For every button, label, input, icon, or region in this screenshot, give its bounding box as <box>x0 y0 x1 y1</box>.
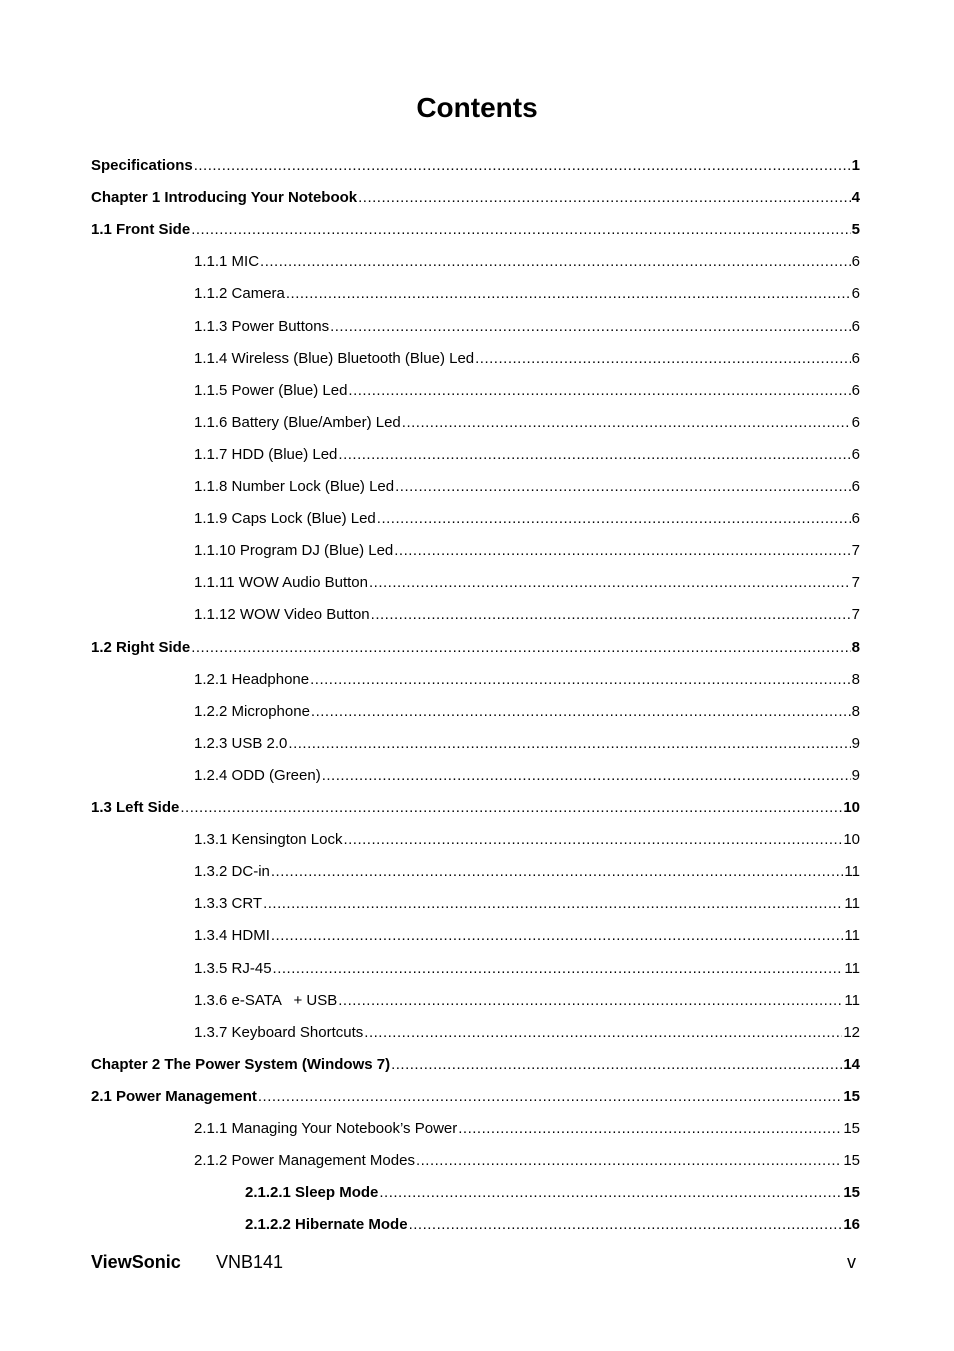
toc-entry-page: 12 <box>843 1024 860 1041</box>
toc-entry-label: 1.1 Front Side <box>91 221 191 238</box>
toc-dot-leader <box>180 798 842 818</box>
toc-entry[interactable] <box>194 1151 860 1171</box>
toc-dot-leader <box>458 1119 842 1139</box>
toc-entry[interactable] <box>91 188 860 208</box>
toc-entry-page: 8 <box>851 639 860 656</box>
toc-entry-label: 1.1.7 HDD (Blue) Led <box>194 446 338 463</box>
toc-dot-leader <box>402 413 851 433</box>
toc-entry[interactable] <box>194 862 860 882</box>
toc-entry[interactable] <box>194 477 860 497</box>
toc-entry-page: 6 <box>851 510 860 527</box>
toc-entry[interactable] <box>194 605 860 625</box>
toc-entry-label: 1.3.7 Keyboard Shortcuts <box>194 1024 364 1041</box>
toc-dot-leader <box>271 862 844 882</box>
toc-entry-label: 2.1.2.1 Sleep Mode <box>245 1184 379 1201</box>
toc-entry-label: Chapter 2 The Power System (Windows 7) <box>91 1056 391 1073</box>
toc-entry-label: 2.1 Power Management <box>91 1088 257 1105</box>
toc-dot-leader <box>394 541 850 561</box>
toc-entry-page: 15 <box>843 1184 860 1201</box>
toc-entry-label: 1.2.1 Headphone <box>194 671 310 688</box>
footer-model: VNB141 <box>216 1252 284 1272</box>
toc-entry[interactable] <box>91 1087 860 1107</box>
toc-entry[interactable] <box>194 284 860 304</box>
toc-dot-leader <box>330 317 851 337</box>
toc-entry[interactable] <box>194 734 860 754</box>
toc-entry[interactable] <box>194 349 860 369</box>
toc-dot-leader <box>358 188 851 208</box>
toc-entry-label: 1.3.3 CRT <box>194 895 263 912</box>
toc-entry[interactable] <box>194 573 860 593</box>
toc-entry-page: 16 <box>843 1216 860 1233</box>
toc-dot-leader <box>338 991 843 1011</box>
toc-entry-label: 1.1.10 Program DJ (Blue) Led <box>194 542 394 559</box>
toc-entry-label: 1.3.5 RJ-45 <box>194 960 272 977</box>
toc-entry-label: 1.1.2 Camera <box>194 285 285 302</box>
toc-entry-page: 6 <box>851 446 860 463</box>
toc-entry-page: 11 <box>844 992 860 1009</box>
toc-entry-label: 1.3.4 HDMI <box>194 927 270 944</box>
toc-dot-leader <box>475 349 851 369</box>
toc-dot-leader <box>322 766 851 786</box>
toc-entry[interactable] <box>194 959 860 979</box>
toc-dot-leader <box>263 894 843 914</box>
footer-page-number: v <box>847 1252 856 1272</box>
toc-dot-leader <box>194 156 851 176</box>
toc-dot-leader <box>395 477 851 497</box>
toc-entry[interactable] <box>194 702 860 722</box>
toc-entry-label: 2.1.2 Power Management Modes <box>194 1152 415 1169</box>
toc-entry[interactable] <box>194 1119 860 1139</box>
toc-entry[interactable] <box>194 830 860 850</box>
toc-entry[interactable] <box>91 798 860 818</box>
toc-dot-leader <box>364 1023 842 1043</box>
toc-entry-label: 1.3.2 DC-in <box>194 863 270 880</box>
toc-entry-page: 14 <box>843 1056 860 1073</box>
toc-entry-page: 9 <box>851 735 860 752</box>
toc-entry-label: 1.3 Left Side <box>91 799 180 816</box>
toc-entry-label: 1.1.5 Power (Blue) Led <box>194 382 348 399</box>
toc-entry-page: 10 <box>843 799 860 816</box>
toc-entry[interactable] <box>194 317 860 337</box>
toc-entry-page: 1 <box>851 157 860 174</box>
toc-entry-label: 1.3.1 Kensington Lock <box>194 831 343 848</box>
toc-entry-label: 1.1.6 Battery (Blue/Amber) Led <box>194 414 401 431</box>
toc-entry-label: 1.2 Right Side <box>91 639 191 656</box>
toc-entry-page: 6 <box>851 414 860 431</box>
toc-entry-page: 10 <box>843 831 860 848</box>
toc-entry-page: 11 <box>844 960 860 977</box>
toc-dot-leader <box>371 605 851 625</box>
toc-entry[interactable] <box>194 670 860 690</box>
toc-dot-leader <box>338 445 850 465</box>
toc-entry[interactable] <box>91 1055 860 1075</box>
toc-entry[interactable] <box>194 381 860 401</box>
toc-entry-page: 8 <box>851 671 860 688</box>
toc-entry[interactable] <box>194 766 860 786</box>
toc-entry-page: 11 <box>844 895 860 912</box>
toc-entry-label: 2.1.1 Managing Your Notebook’s Power <box>194 1120 458 1137</box>
toc-entry-label: 1.1.1 MIC <box>194 253 260 270</box>
toc-entry-page: 6 <box>851 285 860 302</box>
toc-dot-leader <box>288 734 850 754</box>
toc-entry[interactable] <box>194 509 860 529</box>
toc-entry-page: 6 <box>851 350 860 367</box>
toc-dot-leader <box>258 1087 842 1107</box>
toc-entry[interactable] <box>194 445 860 465</box>
toc-entry-label: 1.1.11 WOW Audio Button <box>194 574 368 591</box>
toc-dot-leader <box>391 1055 842 1075</box>
toc-dot-leader <box>377 509 851 529</box>
toc-entry-page: 7 <box>851 542 860 559</box>
toc-entry-label: Specifications <box>91 157 193 174</box>
toc-entry-page: 4 <box>851 189 860 206</box>
toc-entry[interactable] <box>91 156 860 176</box>
toc-dot-leader <box>379 1183 842 1203</box>
toc-entry[interactable] <box>245 1215 860 1235</box>
toc-entry-page: 15 <box>843 1120 860 1137</box>
toc-entry-label: 1.1.9 Caps Lock (Blue) Led <box>194 510 376 527</box>
toc-entry[interactable] <box>194 894 860 914</box>
toc-entry-page: 5 <box>851 221 860 238</box>
toc-entry-page: 6 <box>851 318 860 335</box>
toc-entry-page: 11 <box>844 863 860 880</box>
toc-entry-label: 1.1.4 Wireless (Blue) Bluetooth (Blue) Led <box>194 350 475 367</box>
toc-entry[interactable] <box>194 1023 860 1043</box>
toc-entry[interactable] <box>194 926 860 946</box>
toc-entry-label: Chapter 1 Introducing Your Notebook <box>91 189 358 206</box>
toc-dot-leader <box>286 284 851 304</box>
toc-dot-leader <box>271 926 844 946</box>
toc-dot-leader <box>369 573 851 593</box>
toc-entry-page: 6 <box>851 253 860 270</box>
toc-dot-leader <box>409 1215 843 1235</box>
toc-entry-label: 1.2.2 Microphone <box>194 703 310 720</box>
toc-dot-leader <box>260 252 851 272</box>
toc-entry[interactable] <box>194 541 860 561</box>
toc-entry[interactable] <box>91 638 860 658</box>
footer-brand: ViewSonic <box>91 1252 181 1272</box>
toc-entry-label: 1.2.3 USB 2.0 <box>194 735 288 752</box>
toc-entry-page: 7 <box>851 606 860 623</box>
toc-entry-page: 9 <box>851 767 860 784</box>
toc-entry-label: 1.3.6 e-SATA + USB <box>194 992 338 1009</box>
toc-entry-label: 1.1.8 Number Lock (Blue) Led <box>194 478 395 495</box>
page-title: Contents <box>416 92 538 123</box>
toc-entry-page: 7 <box>851 574 860 591</box>
toc-entry[interactable] <box>91 220 860 240</box>
toc-entry[interactable] <box>194 252 860 272</box>
toc-entry-label: 2.1.2.2 Hibernate Mode <box>245 1216 408 1233</box>
toc-entry-page: 6 <box>851 382 860 399</box>
toc-entry-page: 15 <box>843 1088 860 1105</box>
toc-dot-leader <box>310 670 851 690</box>
toc-entry-page: 8 <box>851 703 860 720</box>
toc-dot-leader <box>416 1151 842 1171</box>
toc-entry[interactable] <box>194 991 860 1011</box>
toc-dot-leader <box>191 638 850 658</box>
toc-entry-page: 11 <box>844 927 860 944</box>
toc-entry[interactable] <box>194 413 860 433</box>
toc-entry-page: 15 <box>843 1152 860 1169</box>
toc-entry-page: 6 <box>851 478 860 495</box>
toc-dot-leader <box>348 381 850 401</box>
toc-entry[interactable] <box>245 1183 860 1203</box>
toc-dot-leader <box>273 959 844 979</box>
toc-entry-label: 1.1.3 Power Buttons <box>194 318 330 335</box>
toc-entry-label: 1.1.12 WOW Video Button <box>194 606 370 623</box>
toc-dot-leader <box>343 830 842 850</box>
toc-dot-leader <box>191 220 850 240</box>
toc-dot-leader <box>311 702 851 722</box>
toc-entry-label: 1.2.4 ODD (Green) <box>194 767 321 784</box>
